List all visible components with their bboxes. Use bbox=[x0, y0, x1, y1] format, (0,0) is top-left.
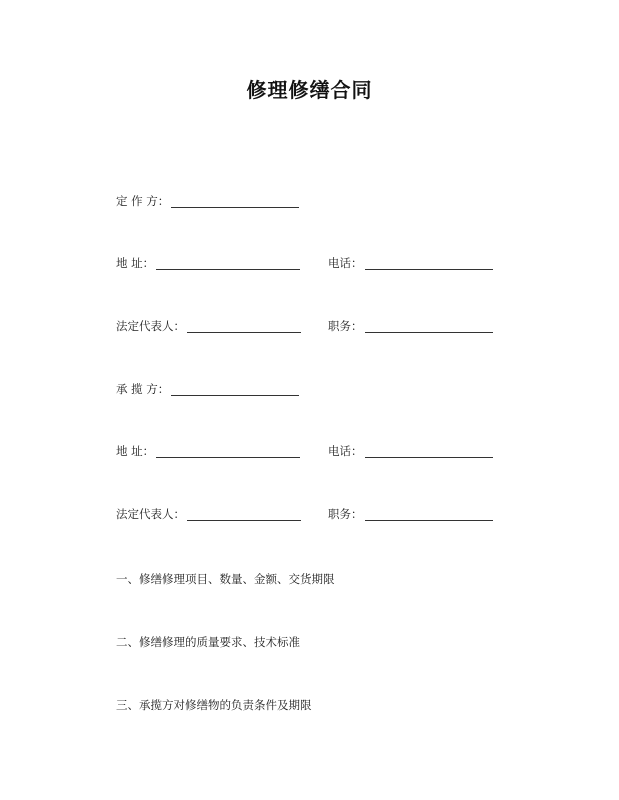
party-a-position-label: 职务： bbox=[328, 319, 363, 333]
party-b-rep-field bbox=[116, 507, 301, 521]
party-a-name-blank[interactable] bbox=[171, 194, 299, 208]
party-b-rep-label: 法定代表人： bbox=[116, 507, 185, 521]
party-b-rep-blank[interactable] bbox=[187, 507, 301, 521]
party-a-phone-field bbox=[328, 256, 493, 270]
section-heading-3: 三、承揽方对修缮物的负责条件及期限 bbox=[116, 698, 312, 712]
party-b-phone-label: 电话： bbox=[328, 444, 363, 458]
party-b-name-blank[interactable] bbox=[171, 382, 299, 396]
party-a-address-label: 地 址： bbox=[116, 256, 155, 270]
section-heading-1: 一、修缮修理项目、数量、金额、交货期限 bbox=[116, 572, 335, 586]
party-b-position-field bbox=[328, 507, 493, 521]
document-title: 修理修缮合同 bbox=[246, 78, 373, 102]
party-b-phone-blank[interactable] bbox=[365, 444, 493, 458]
party-b-address-blank[interactable] bbox=[156, 444, 300, 458]
party-b-address-field bbox=[116, 444, 300, 458]
party-b-position-blank[interactable] bbox=[365, 507, 493, 521]
party-a-position-field bbox=[328, 319, 493, 333]
party-b-position-label: 职务： bbox=[328, 507, 363, 521]
party-a-name-label: 定 作 方： bbox=[116, 194, 170, 208]
section-heading-2: 二、修缮修理的质量要求、技术标准 bbox=[116, 635, 300, 649]
party-a-address-field bbox=[116, 256, 300, 270]
party-a-position-blank[interactable] bbox=[365, 319, 493, 333]
party-a-rep-field bbox=[116, 319, 301, 333]
party-b-address-label: 地 址： bbox=[116, 444, 155, 458]
party-a-name-field bbox=[116, 194, 299, 208]
party-a-address-blank[interactable] bbox=[156, 256, 300, 270]
party-b-name-field bbox=[116, 382, 299, 396]
party-b-phone-field bbox=[328, 444, 493, 458]
party-a-rep-blank[interactable] bbox=[187, 319, 301, 333]
party-a-phone-blank[interactable] bbox=[365, 256, 493, 270]
party-a-rep-label: 法定代表人： bbox=[116, 319, 185, 333]
party-a-phone-label: 电话： bbox=[328, 256, 363, 270]
party-b-name-label: 承 揽 方： bbox=[116, 382, 170, 396]
